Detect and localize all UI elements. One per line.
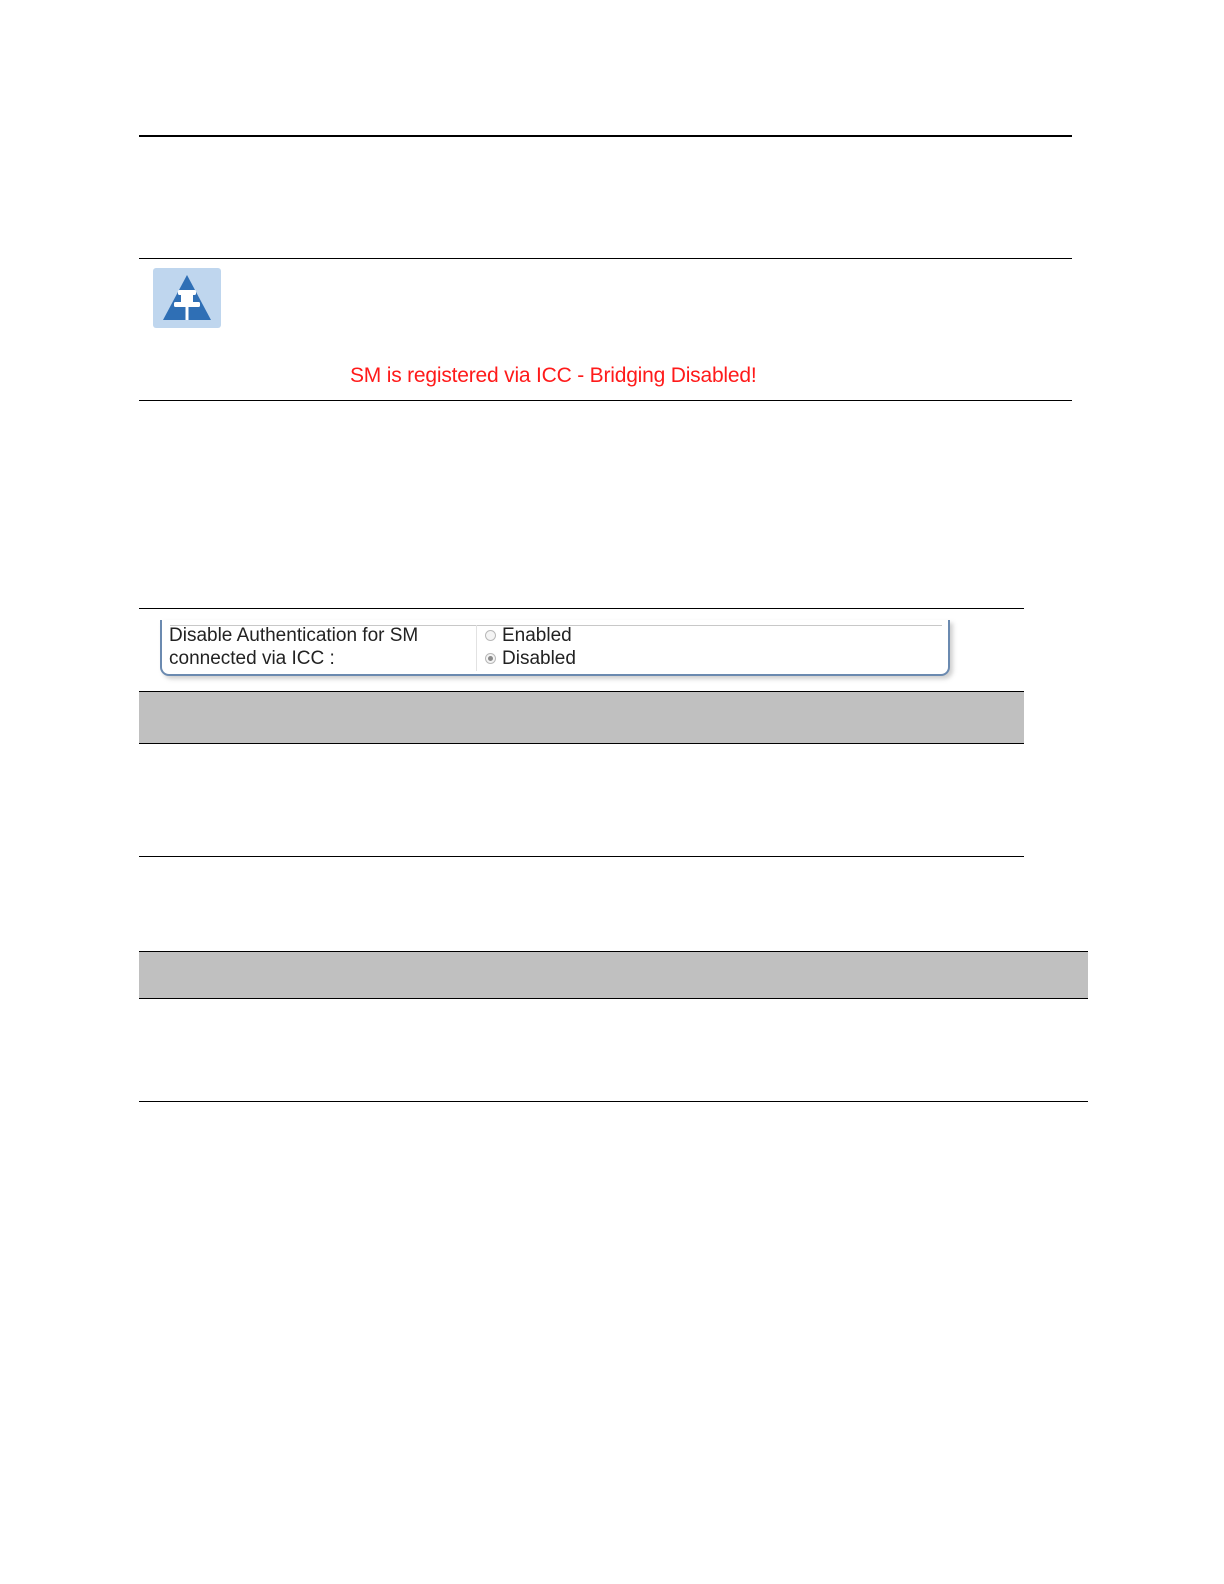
- icc-authentication-label: Disable Authentication for SM connected via ICC :: [169, 625, 419, 669]
- note-bottom-rule: [139, 400, 1072, 401]
- table1-header-rule: [139, 743, 1024, 744]
- header-rule: [139, 135, 1072, 137]
- pushpin-icon: [153, 268, 221, 328]
- option-enabled-label: Enabled: [502, 624, 572, 646]
- table2-bottom-rule: [139, 1101, 1088, 1102]
- option-disabled-label: Disabled: [502, 647, 576, 669]
- table1-bottom-rule: [139, 856, 1024, 857]
- figure-top-rule: [139, 608, 1024, 609]
- icc-authentication-panel: [160, 620, 950, 676]
- table2-header-row: [139, 952, 1088, 998]
- radio-disabled[interactable]: [485, 653, 496, 664]
- table1-header-row: [139, 692, 1024, 743]
- table2-header-rule: [139, 998, 1088, 999]
- option-enabled[interactable]: [485, 624, 576, 647]
- option-disabled[interactable]: [485, 647, 576, 670]
- radio-enabled[interactable]: [485, 630, 496, 641]
- bridging-status-message: SM is registered via ICC - Bridging Disabled!: [350, 364, 757, 387]
- icc-authentication-options: [485, 624, 576, 670]
- note-top-rule: [139, 258, 1072, 259]
- panel-divider: [476, 625, 477, 671]
